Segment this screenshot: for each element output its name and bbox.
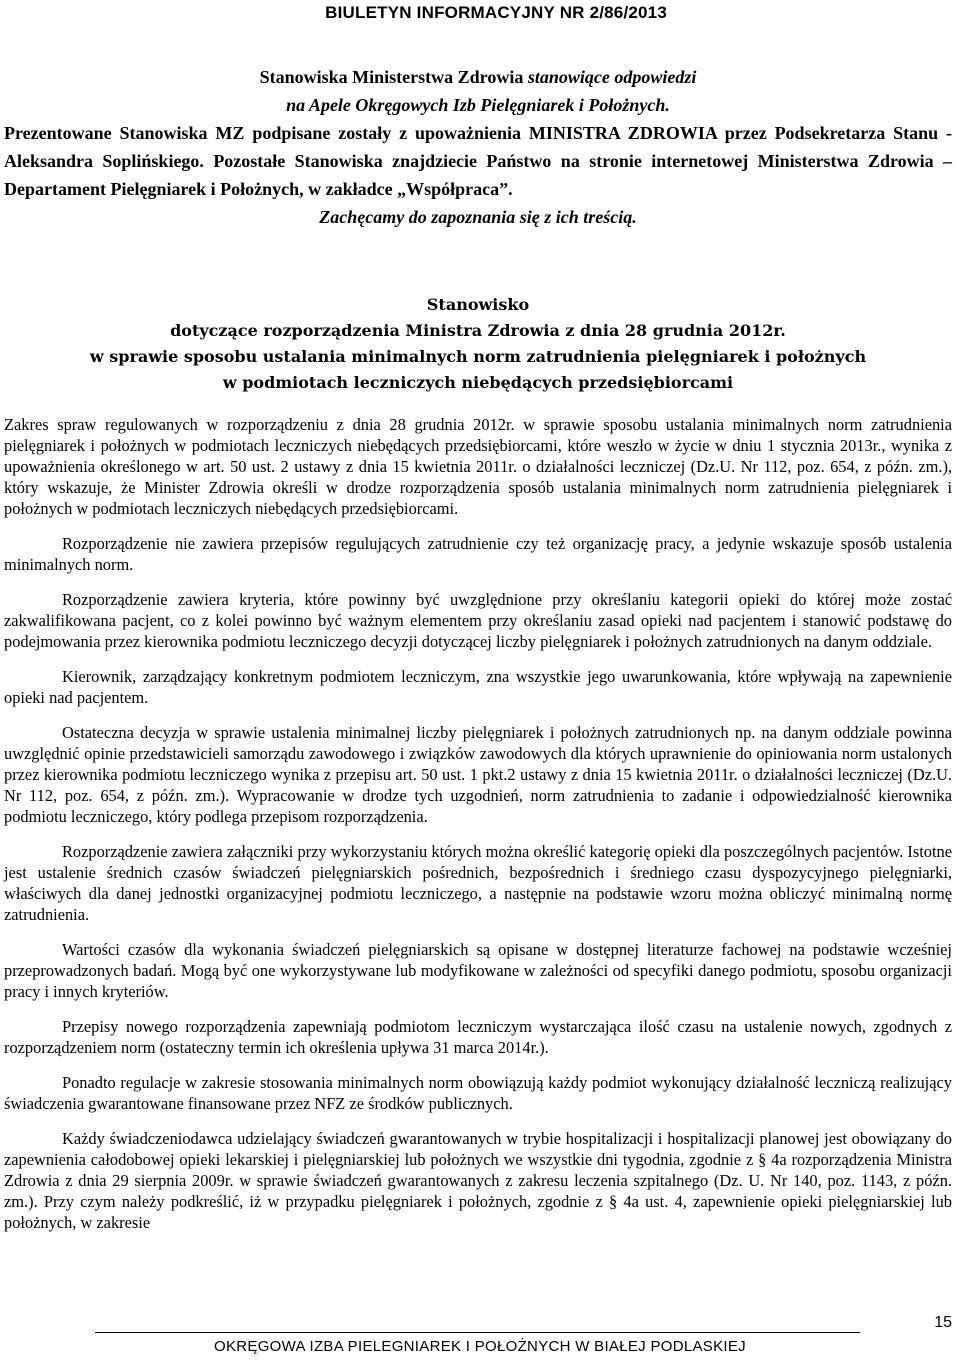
paragraph: Każdy świadczeniodawca udzielający świadczeń gwarantowanych w trybie hospitalizacji i hospitalizacji planowej jest obowiązany do zapewnienia całodobowej opieki lekarskiej i pielęgniarskiej lub położnych we wszystkie dni tygodnia, zgodnie z § 4a rozporządzenia Ministra Zdrowia z dnia 29 sierpnia 2009r. w sprawie świadczeń gwarantowanych z zakresu leczenia szpitalnego (Dz. U. Nr 140, poz. 1143, z późn. zm.). Przy czym należy podkreślić, iż w przypadku pielęgniarek i położnych, zgodnie z § 4a ust. 4, zapewnienie opieki pielęgniarskiej lub położnych, w zakresie: [4, 1129, 952, 1232]
stance-heading: [4, 292, 952, 396]
intro-block: [4, 63, 952, 231]
footer-divider: [95, 1332, 860, 1333]
intro-paragraph: Prezentowane Stanowiska MZ podpisane zostały z upoważnienia MINISTRA ZDROWIA przez Podsekretarza Stanu - Aleksandra Soplińskiego. Pozostałe Stanowiska znajdziecie Państwo na stronie internetowej Ministerstwa Zdrowia – Departament Pielęgniarek i Położnych, w zakładce „Współpraca”.: [4, 123, 952, 199]
stance-line-1: dotyczące rozporządzenia Ministra Zdrowia z dnia 28 grudnia 2012r.: [170, 321, 786, 340]
paragraph: Rozporządzenie zawiera kryteria, które powinny być uwzględnione przy określaniu kategorii opieki do której może zostać zakwalifikowana pacjent, co z kolei powinno być ważnym elementem przy określaniu zasad opieki nad pacjentem i stanowić podstawę do podejmowania przez kierownika podmiotu leczniczego decyzji dotyczącej liczby pielęgniarek i położnych zatrudnionych na danym oddziale.: [4, 590, 952, 651]
intro-title-line-2: na Apele Okręgowych Izb Pielęgniarek i Położnych.: [286, 95, 670, 115]
paragraph: Kierownik, zarządzający konkretnym podmiotem leczniczym, zna wszystkie jego uwarunkowania, które wpływają na zapewnienie opieki nad pacjentem.: [4, 667, 952, 707]
footer-organization: OKRĘGOWA IZBA PIELEGNIAREK I POŁOŻNYCH W BIAŁEJ PODLASKIEJ: [214, 1338, 746, 1355]
paragraph: Przepisy nowego rozporządzenia zapewniają podmiotom leczniczym wystarczająca ilość czasu na ustalenie nowych, zgodnych z rozporządzeniem norm (ostateczny termin ich określenia upływa 31 marca 2014r.).: [4, 1017, 952, 1057]
paragraph: Rozporządzenie nie zawiera przepisów regulujących zatrudnienie czy też organizację pracy, a jedynie wskazuje sposób ustalenia minimalnych norm.: [4, 534, 952, 574]
paragraph: Rozporządzenie zawiera załączniki przy wykorzystaniu których można określić kategorię opieki dla poszczególnych pacjentów. Istotne jest ustalenie średnich czasów świadczeń pielęgniarskich pośrednich, bezpośrednich i średniego czasu dyspozycyjnego pielęgniarki, właściwych dla danej jednostki organizacyjnej podmiotu leczniczego, a następnie na podstawie wzoru można obliczyć minimalną normę zatrudnienia.: [4, 842, 952, 924]
body-text: [4, 414, 952, 1247]
bulletin-header: BIULETYN INFORMACYJNY NR 2/86/2013: [325, 3, 667, 22]
intro-closing: Zachęcamy do zapoznania się z ich treścią.: [319, 207, 637, 227]
paragraph: Zakres spraw regulowanych w rozporządzeniu z dnia 28 grudnia 2012r. w sprawie sposobu ustalania minimalnych norm zatrudnienia pielęgniarek i położnych w podmiotach leczniczych niebędących przedsiębiorcami, które weszło w życie w dniu 1 stycznia 2013r., wynika z upoważnienia określonego w art. 50 ust. 2 ustawy z dnia 15 kwietnia 2011r. o działalności leczniczej (Dz.U. Nr 112, poz. 654, z późn. zm.), który wskazuje, że Minister Zdrowia określi w drodze rozporządzenia sposób ustalania minimalnych norm zatrudnienia pielęgniarek i położnych w podmiotach leczniczych niebędących przedsiębiorcami.: [4, 415, 952, 518]
stance-line-3: w podmiotach leczniczych niebędących przedsiębiorcami: [222, 373, 734, 392]
paragraph: Ponadto regulacje w zakresie stosowania minimalnych norm obowiązują każdy podmiot wykonujący działalność leczniczą realizujący świadczenia gwarantowane finansowane przez NFZ ze środków publicznych.: [4, 1073, 952, 1113]
paragraph: Wartości czasów dla wykonania świadczeń pielęgniarskich są opisane w dostępnej literaturze fachowej na podstawie wcześniej przeprowadzonych badań. Mogą być one wykorzystywane lub modyfikowane w zależności od specyfiki danego podmiotu, sposobu organizacji pracy i innych kryteriów.: [4, 940, 952, 1001]
intro-title-bold: Stanowiska Ministerstwa Zdrowia: [259, 67, 528, 87]
page-number: 15: [934, 1314, 952, 1331]
intro-title-line-1: [4, 63, 952, 91]
stance-label: Stanowisko: [426, 295, 530, 314]
intro-title-italic: stanowiące odpowiedzi: [527, 67, 697, 87]
stance-line-2: w sprawie sposobu ustalania minimalnych norm zatrudnienia pielęgniarek i położnych: [89, 347, 867, 366]
paragraph: Ostateczna decyzja w sprawie ustalenia minimalnej liczby pielęgniarek i położnych zatrudnionych np. na danym oddziale powinna uwzględnić opinie przedstawicieli samorządu zawodowego i związków zawodowych dla których uprawnienie do opiniowania norm ustalonych przez kierownika podmiotu leczniczego wynika z przepisu art. 50 ust. 1 pkt.2 ustawy z dnia 15 kwietnia 2011r. o działalności leczniczej (Dz.U. Nr 112, poz. 654, z późn. zm.). Wypracowanie w drodze tych uzgodnień, norm zatrudnienia to zadanie i odpowiedzialność kierownika podmiotu leczniczego, który podlega przepisom rozporządzenia.: [4, 723, 952, 826]
